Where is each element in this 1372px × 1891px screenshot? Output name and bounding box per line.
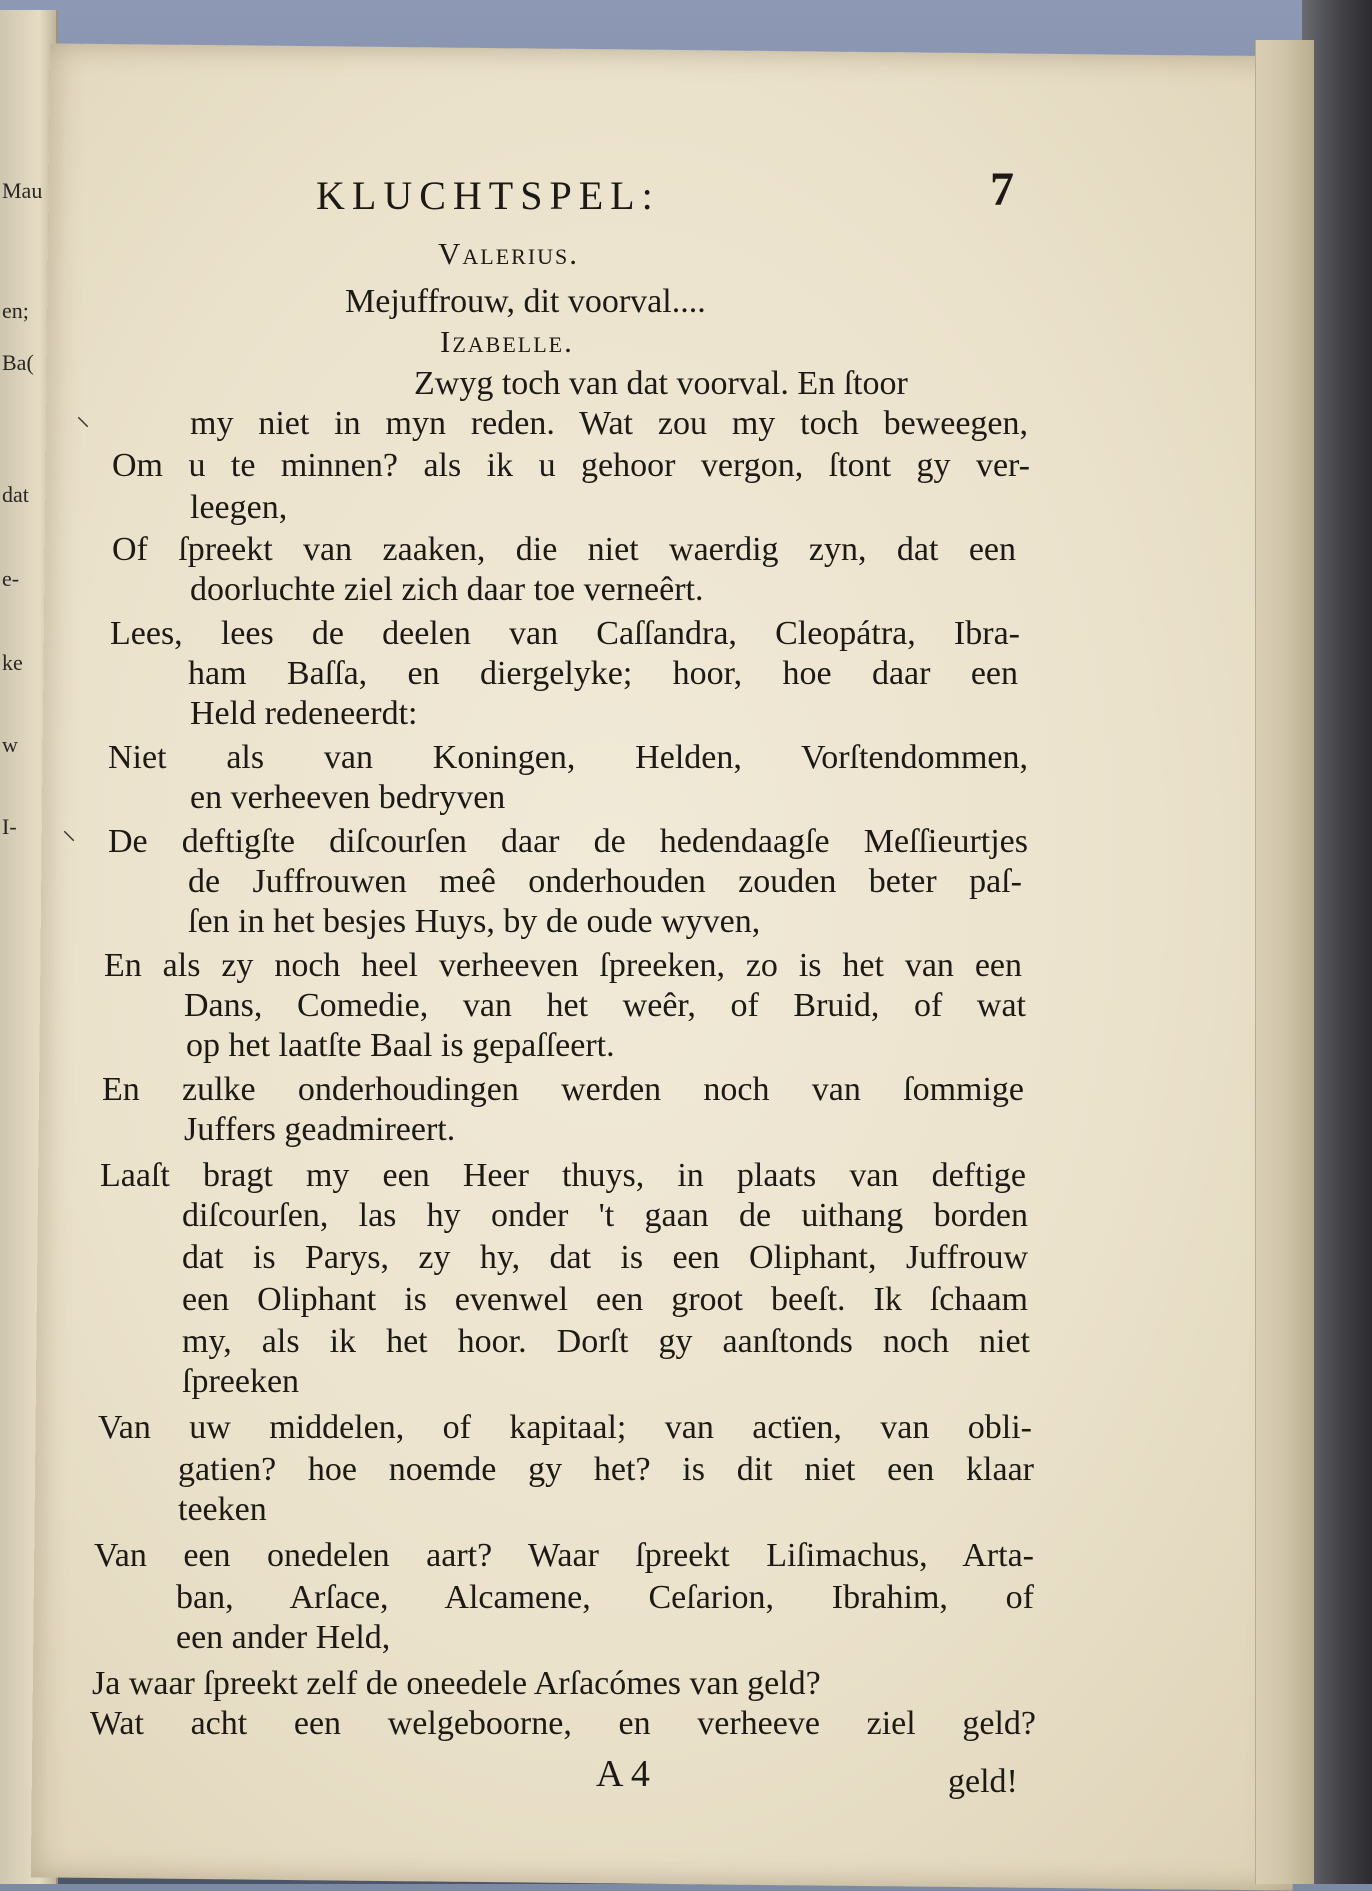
- left-page-fragment: en;: [2, 298, 29, 323]
- running-title: KLUCHTSPEL:: [316, 173, 660, 218]
- text-line: ſpreeken: [182, 1363, 300, 1400]
- text-line: Of ſpreekt van zaaken, die niet waerdig zyn, dat een: [112, 531, 1016, 568]
- text-line: doorluchte ziel zich daar toe verneêrt.: [190, 571, 704, 608]
- text-line: diſcourſen, las hy onder 't gaan de uithang borden: [182, 1197, 1028, 1234]
- page-number: 7: [990, 163, 1014, 216]
- text-line: De deftigſte diſcourſen daar de hedendaagſe Meſſieurtjes: [108, 823, 1028, 860]
- text-line: ſen in het besjes Huys, by de oude wyven,: [188, 903, 761, 940]
- text-line: leegen,: [190, 489, 288, 526]
- text-line: En als zy noch heel verheeven ſpreeken, zo is het van een: [104, 947, 1022, 984]
- text-line: op het laatſte Baal is gepaſſeert.: [186, 1027, 615, 1064]
- left-page-fragment: I-: [2, 814, 17, 839]
- catchword: geld!: [948, 1763, 1018, 1800]
- text-line: gatien? hoe noemde gy het? is dit niet een klaar: [178, 1451, 1034, 1488]
- speaker-name: Valerius.: [438, 236, 580, 271]
- text-line: Mejuffrouw, dit voorval....: [345, 283, 706, 320]
- text-line: Lees, lees de deelen van Caſſandra, Cleopátra, Ibra-: [110, 615, 1020, 652]
- text-line: my niet in myn reden. Wat zou my toch beweegen,: [190, 405, 1028, 442]
- left-page-fragment: w: [2, 732, 18, 757]
- left-page-fragment: e-: [2, 566, 20, 591]
- text-line: de Juffrouwen meê onderhouden zouden beter paſ-: [188, 863, 1022, 900]
- text-line: my, als ik het hoor. Dorſt gy aanſtonds noch niet: [182, 1323, 1030, 1360]
- left-page-fragment: Ba(: [2, 350, 34, 375]
- text-line: Held redeneerdt:: [190, 695, 418, 732]
- text-line: Om u te minnen? als ik u gehoor vergon, ſtont gy ver-: [112, 447, 1030, 484]
- text-line: Dans, Comedie, van het weêr, of Bruid, of wat: [184, 987, 1026, 1024]
- text-line: Laaſt bragt my een Heer thuys, in plaats van deftige: [100, 1157, 1026, 1194]
- text-line: Van een onedelen aart? Waar ſpreekt Liſimachus, Arta-: [94, 1537, 1034, 1574]
- text-line: Ja waar ſpreekt zelf de oneedele Arſacómes van geld?: [92, 1665, 821, 1702]
- margin-mark: ⸜: [76, 401, 91, 432]
- text-line: ham Baſſa, en diergelyke; hoor, hoe daar een: [188, 655, 1018, 692]
- text-line: En zulke onderhoudingen werden noch van ſommige: [102, 1071, 1024, 1108]
- left-page-fragment: dat: [2, 482, 29, 507]
- left-page-fragment: Mau: [2, 178, 43, 203]
- margin-mark: ⸜: [62, 815, 77, 846]
- text-line: Niet als van Koningen, Helden, Vorſtendommen,: [108, 739, 1028, 776]
- text-line: dat is Parys, zy hy, dat is een Oliphant, Juffrouw: [182, 1239, 1028, 1276]
- text-line: Zwyg toch van dat voorval. En ſtoor: [414, 365, 908, 402]
- speaker-name: Izabelle.: [440, 324, 574, 359]
- text-line: een ander Held,: [176, 1619, 391, 1656]
- text-line: teeken: [178, 1491, 267, 1528]
- text-line: en verheeven bedryven: [190, 779, 506, 816]
- text-line: een Oliphant is evenwel een groot beeſt. Ik ſchaam: [182, 1281, 1028, 1318]
- text-line: Wat acht een welgeboorne, en verheeve ziel geld?: [90, 1705, 1036, 1742]
- left-page-fragment: ke: [2, 650, 23, 675]
- text-line: ban, Arſace, Alcamene, Ceſarion, Ibrahim, of: [176, 1579, 1034, 1616]
- text-line: Van uw middelen, of kapitaal; van actïen, van obli-: [98, 1409, 1032, 1446]
- text-line: Juffers geadmireert.: [184, 1111, 456, 1148]
- signature-mark: A 4: [596, 1753, 650, 1795]
